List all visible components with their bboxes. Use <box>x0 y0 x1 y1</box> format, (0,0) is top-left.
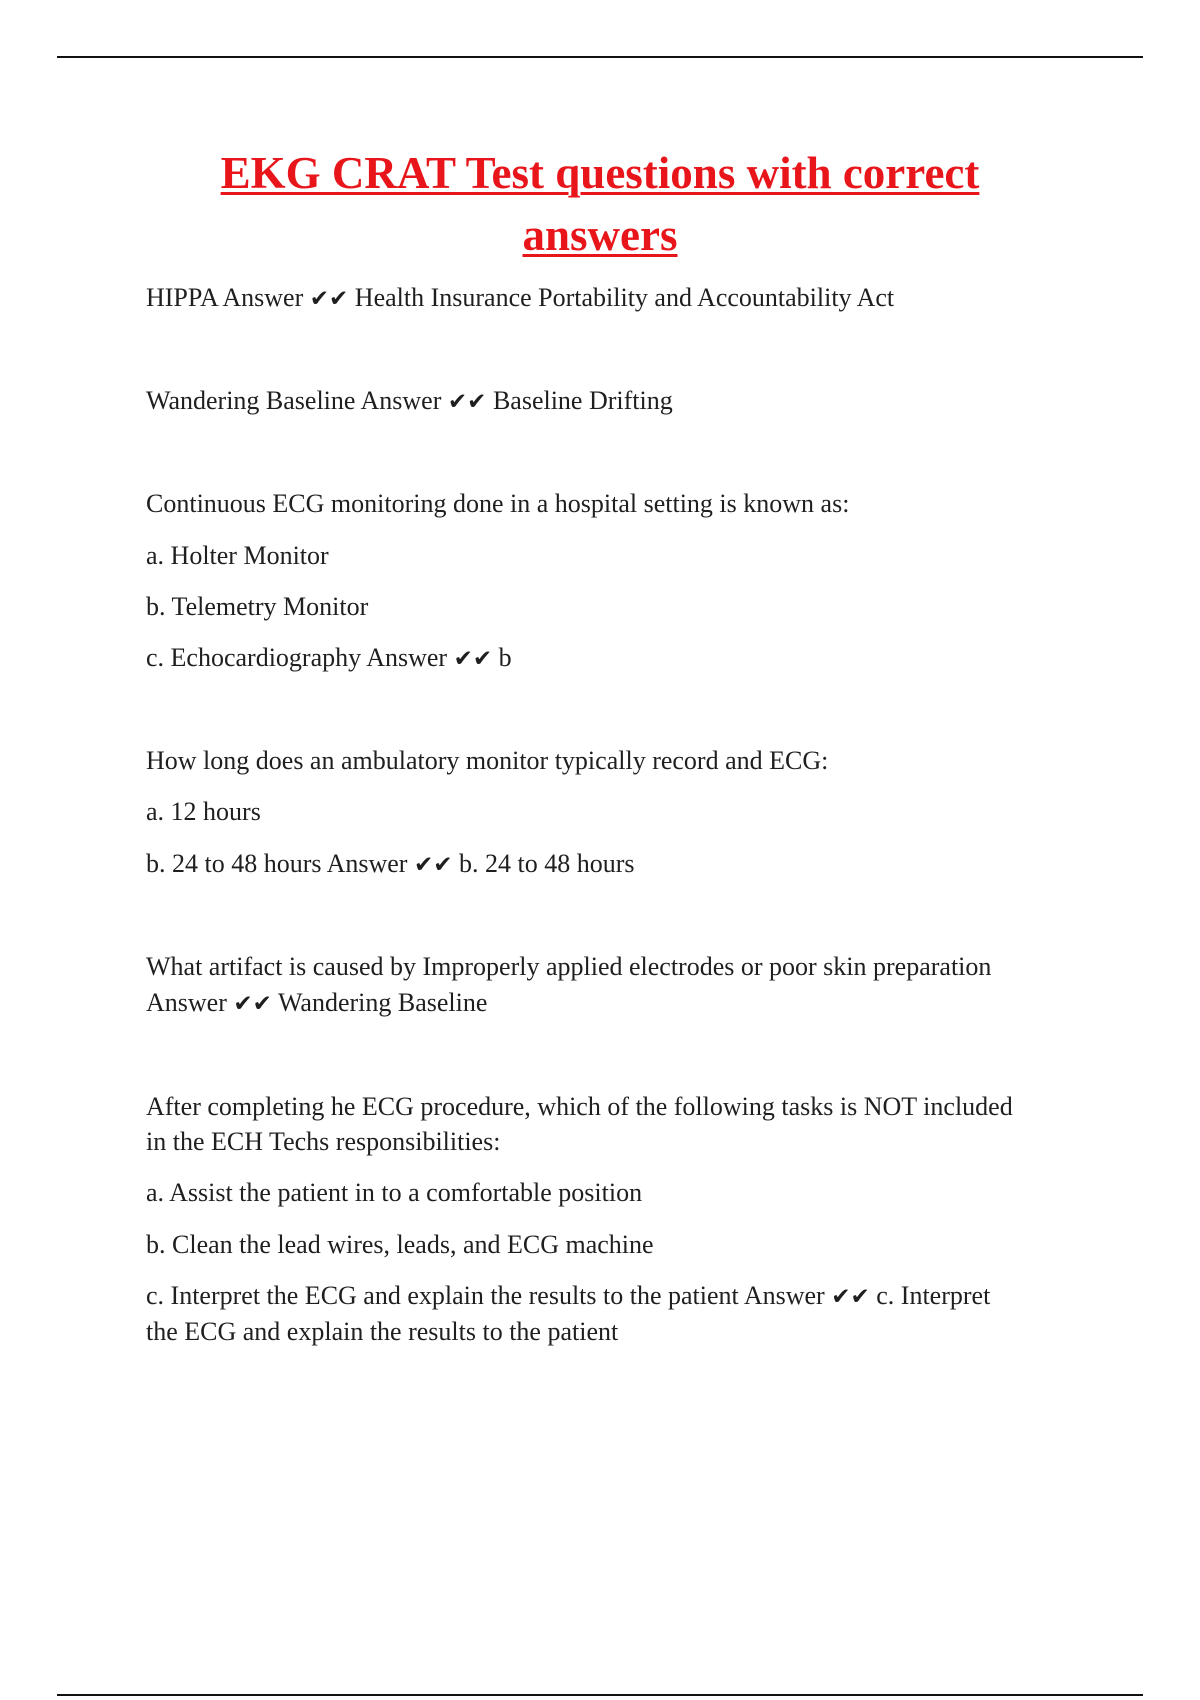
qa-wandering-prompt: Wandering Baseline Answer <box>146 386 442 415</box>
q-ambulatory-question: How long does an ambulatory monitor typically record and ECG: <box>146 746 829 775</box>
header-rule <box>57 56 1143 58</box>
q-continuous-answer: b <box>498 643 512 672</box>
q-ambulatory-option-b <box>146 846 1096 883</box>
qa-wandering-answer: Baseline Drifting <box>492 386 673 415</box>
check-mark-icon: ✔✔ <box>413 852 453 878</box>
q-continuous-question: Continuous ECG monitoring done in a hospital setting is known as: <box>146 489 850 518</box>
check-mark-icon: ✔✔ <box>453 646 493 672</box>
qa-hippa-prompt: HIPPA Answer <box>146 283 304 312</box>
q-after-ecg-line-1: After completing he ECG procedure, which of the following tasks is NOT included <box>146 1092 1013 1121</box>
q-after-ecg-option-a: a. Assist the patient in to a comfortable position <box>146 1178 643 1207</box>
q-ambulatory-option-b-text: b. 24 to 48 hours Answer <box>146 849 408 878</box>
q-continuous-option-c-text: c. Echocardiography Answer <box>146 643 448 672</box>
q-ambulatory-option-a: a. 12 hours <box>146 797 261 826</box>
document-title-line-2: answers <box>522 210 678 260</box>
qa-hippa-answer: Health Insurance Portability and Accountability Act <box>354 283 895 312</box>
q-artifact-line-2 <box>146 985 1096 1022</box>
q-after-ecg-option-c-text: c. Interpret the ECG and explain the results to the patient Answer <box>146 1281 825 1310</box>
q-after-ecg-answer-part-1: c. Interpret <box>876 1281 991 1310</box>
q-after-ecg-answer-part-2: the ECG and explain the results to the patient <box>146 1317 619 1346</box>
q-artifact-answer: Wandering Baseline <box>277 988 488 1017</box>
q-continuous-option-b: b. Telemetry Monitor <box>146 592 369 621</box>
check-mark-icon: ✔✔ <box>309 286 349 312</box>
q-after-ecg-option-b: b. Clean the lead wires, leads, and ECG machine <box>146 1230 654 1259</box>
q-continuous-option-c <box>146 640 1096 677</box>
footer-rule <box>57 1694 1143 1696</box>
q-after-ecg-line-2: in the ECH Techs responsibilities: <box>146 1127 501 1156</box>
q-artifact-answer-label: Answer <box>146 988 227 1017</box>
document-title <box>0 142 1200 266</box>
qa-hippa <box>146 280 1096 317</box>
q-after-ecg-option-c <box>146 1278 1096 1315</box>
qa-wandering-baseline <box>146 383 1096 420</box>
check-mark-icon: ✔✔ <box>233 991 272 1017</box>
q-artifact-line-1: What artifact is caused by Improperly applied electrodes or poor skin preparation <box>146 952 992 981</box>
check-mark-icon: ✔✔ <box>831 1284 870 1310</box>
q-continuous-option-a: a. Holter Monitor <box>146 541 329 570</box>
q-ambulatory-answer: b. 24 to 48 hours <box>458 849 635 878</box>
document-title-line-1: EKG CRAT Test questions with correct <box>220 148 980 198</box>
check-mark-icon: ✔✔ <box>447 389 487 415</box>
